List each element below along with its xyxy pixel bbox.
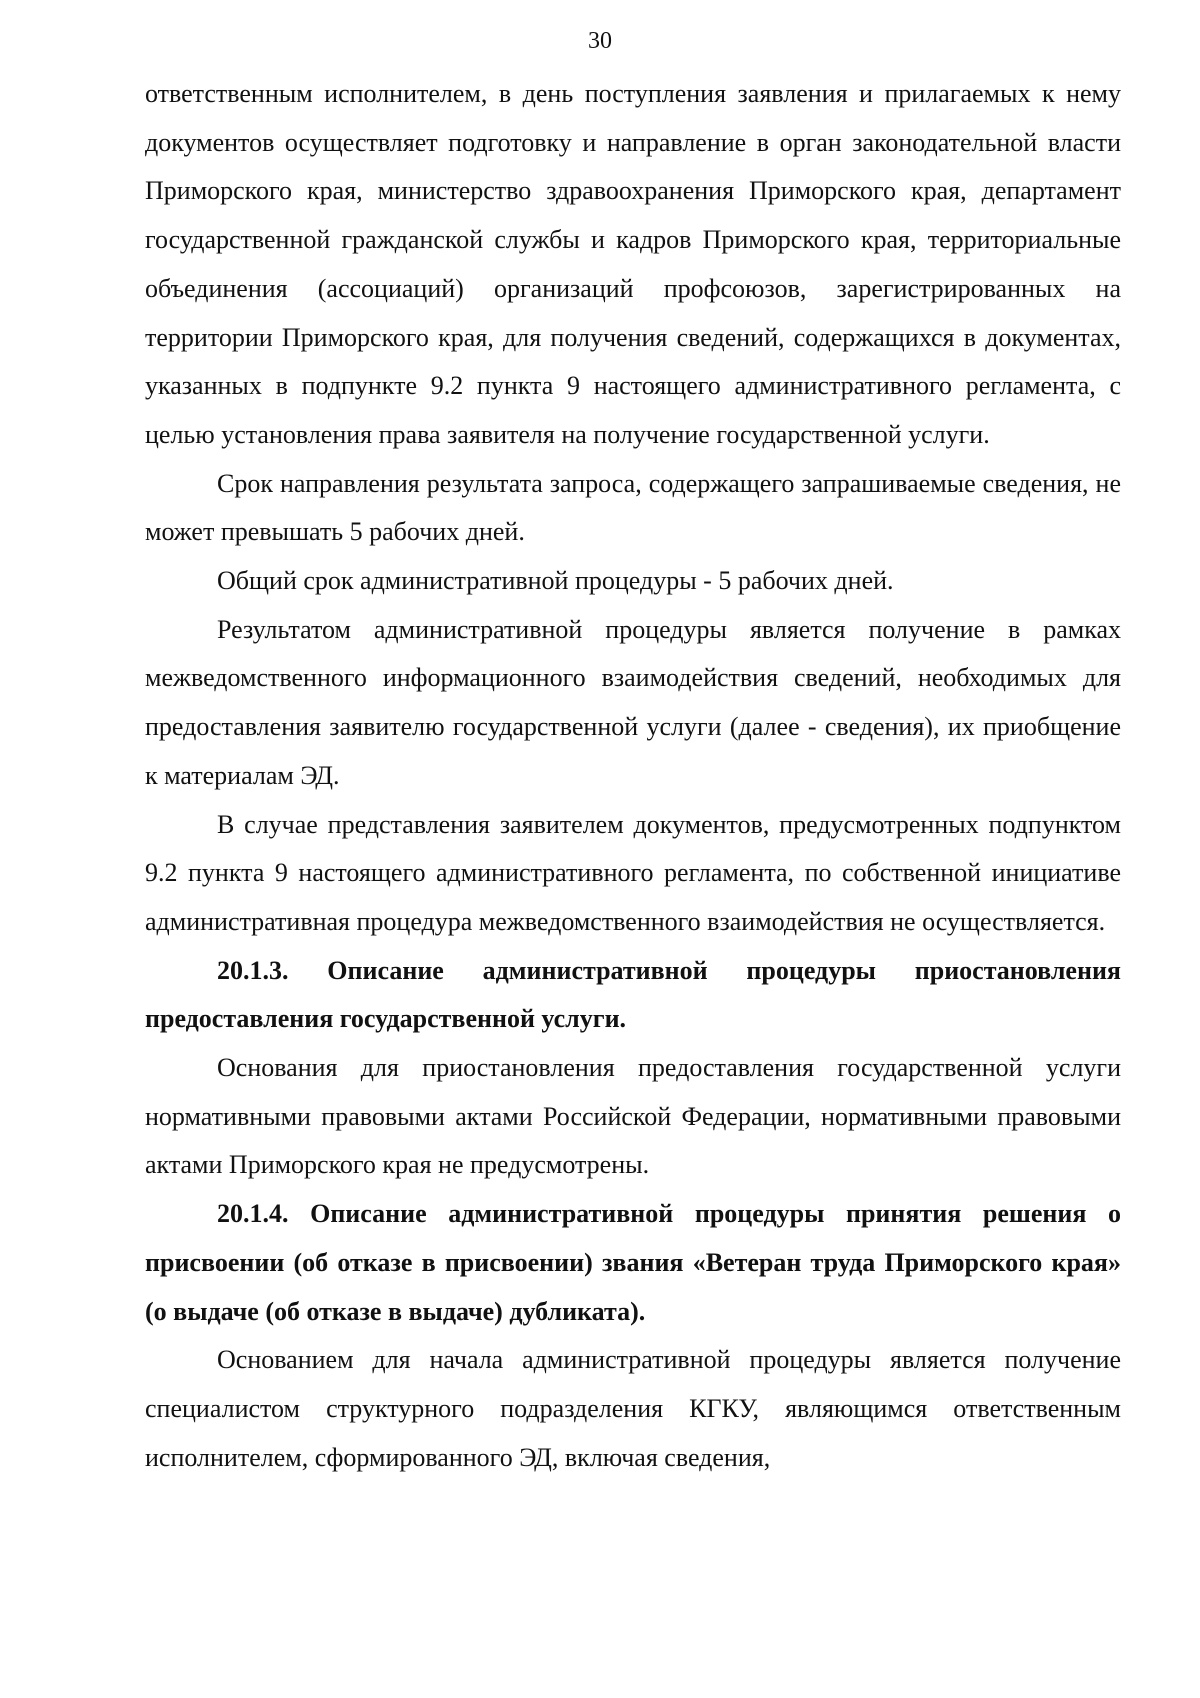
paragraph-suspension-grounds: Основания для приостановления предоставления государственной услуги нормативными правовыми актами Российской Федерации, нормативными правовыми актами Приморского края не предусмотрены.	[145, 1053, 1121, 1180]
paragraph-request-deadline: Срок направления результата запроса, содержащего запрашиваемые сведения, не может превышать 5 рабочих дней.	[145, 468, 1121, 547]
paragraph-continuation: ответственным исполнителем, в день поступления заявления и прилагаемых к нему документов осуществляет подготовку и направление в орган законодательной власти Приморского края, министерство здравоохранения Приморского края, департамент государственной гражданской службы и кадров Приморского края, территориальные объединения (ассоциаций) организаций профсоюзов, зарегистрированных на территории Приморского края, для получения сведений, содержащихся в документах, указанных в подпункте 9.2 пункта 9 настоящего административного регламента, с целью установления права заявителя на получение государственной услуги.	[145, 79, 1121, 449]
paragraph-procedure-result: Результатом административной процедуры является получение в рамках межведомственного информационного взаимодействия сведений, необходимых для предоставления заявителю государственной услуги (далее - сведения), их приобщение к материалам ЭД.	[145, 614, 1121, 790]
paragraph-procedure-basis: Основанием для начала административной процедуры является получение специалистом структурного подразделения КГКУ, являющимся ответственным исполнителем, сформированного ЭД, включая сведения,	[145, 1345, 1121, 1472]
page-number: 30	[588, 28, 612, 54]
paragraph-own-initiative: В случае представления заявителем документов, предусмотренных подпунктом 9.2 пункта 9 настоящего административного регламента, по собственной инициативе административная процедура межведомственного взаимодействия не осуществляется.	[145, 809, 1121, 936]
paragraph-total-deadline: Общий срок административной процедуры - 5 рабочих дней.	[217, 566, 894, 596]
section-heading-20-1-3: 20.1.3. Описание административной процедуры приостановления предоставления государственной услуги.	[145, 955, 1121, 1034]
document-body	[145, 70, 1121, 1482]
section-heading-20-1-4: 20.1.4. Описание административной процедуры принятия решения о присвоении (об отказе в присвоении) звания «Ветеран труда Приморского края» (о выдаче (об отказе в выдаче) дубликата).	[145, 1199, 1121, 1326]
